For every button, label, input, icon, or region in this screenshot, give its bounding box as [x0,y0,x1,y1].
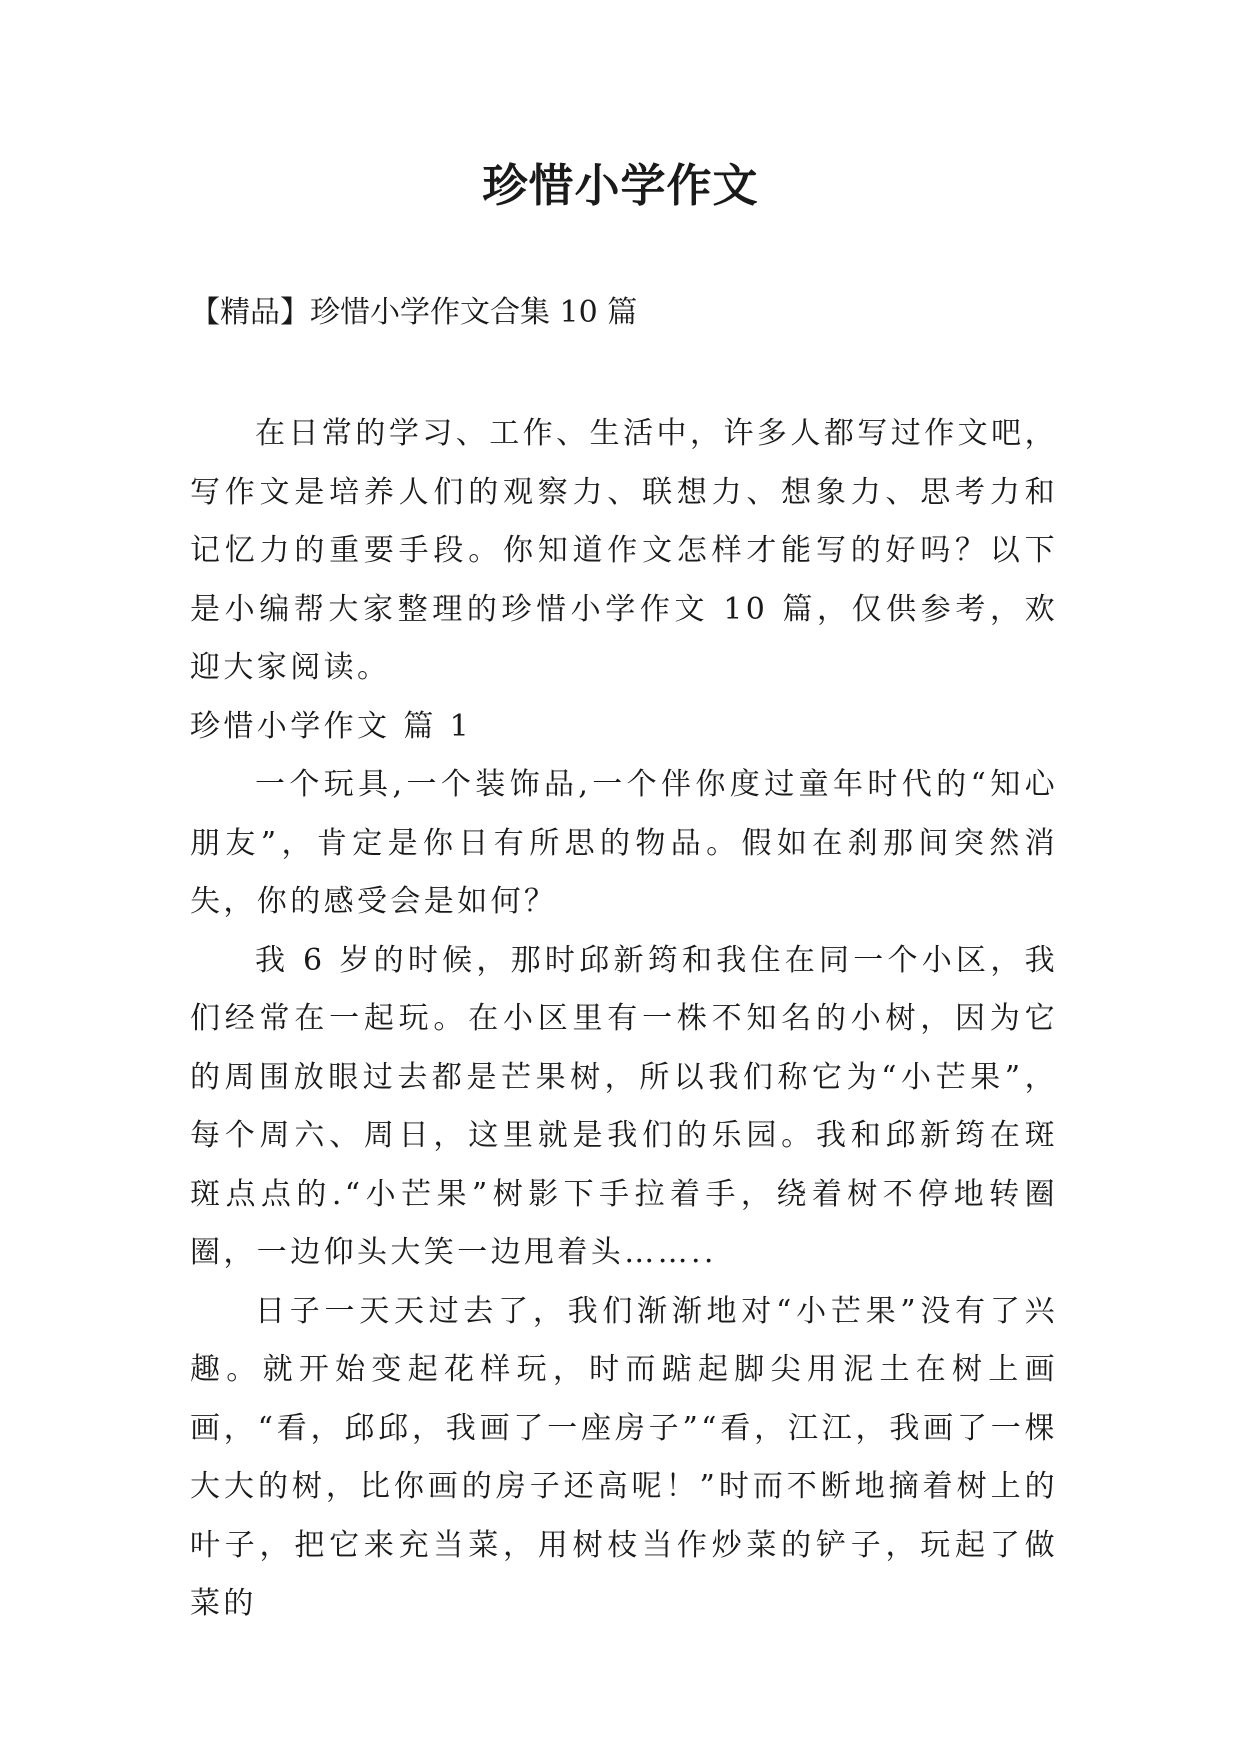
body-paragraph-3: 日子一天天过去了，我们渐渐地对“小芒果”没有了兴趣。就开始变起花样玩，时而踮起脚尖用泥土在树上画画，“看，邱邱，我画了一座房子”“看，江江，我画了一棵大大的树，比你画的房子还高呢！”时而不断地摘着树上的叶子，把它来充当菜，用树枝当作炒菜的铲子，玩起了做菜的 [190,1293,1058,1621]
intro-paragraph: 在日常的学习、工作、生活中，许多人都写过作文吧，写作文是培养人们的观察力、联想力、想象力、思考力和记忆力的重要手段。你知道作文怎样才能写的好吗？以下是小编帮大家整理的珍惜小学作文 10 篇，仅供参考，欢迎大家阅读。 [190,416,1058,685]
body-paragraph-2: 我 6 岁的时候，那时邱新筠和我住在同一个小区，我们经常在一起玩。在小区里有一株不知名的小树，因为它的周围放眼过去都是芒果树，所以我们称它为“小芒果”，每个周六、周日，这里就是我们的乐园。我和邱新筠在斑斑点点的.“小芒果”树影下手拉着手，绕着树不停地转圈圈，一边仰头大笑一边甩着头…….. [190,942,1058,1270]
body-paragraph-1: 一个玩具,一个装饰品,一个伴你度过童年时代的“知心朋友”，肯定是你日有所思的物品。假如在刹那间突然消失，你的感受会是如何？ [190,767,1058,919]
document-title: 珍惜小学作文 [482,159,759,212]
document-body [190,405,1058,1634]
document-subtitle: 【精品】珍惜小学作文合集 10 篇 [190,295,638,330]
section-heading: 珍惜小学作文 篇 1 [190,708,473,744]
